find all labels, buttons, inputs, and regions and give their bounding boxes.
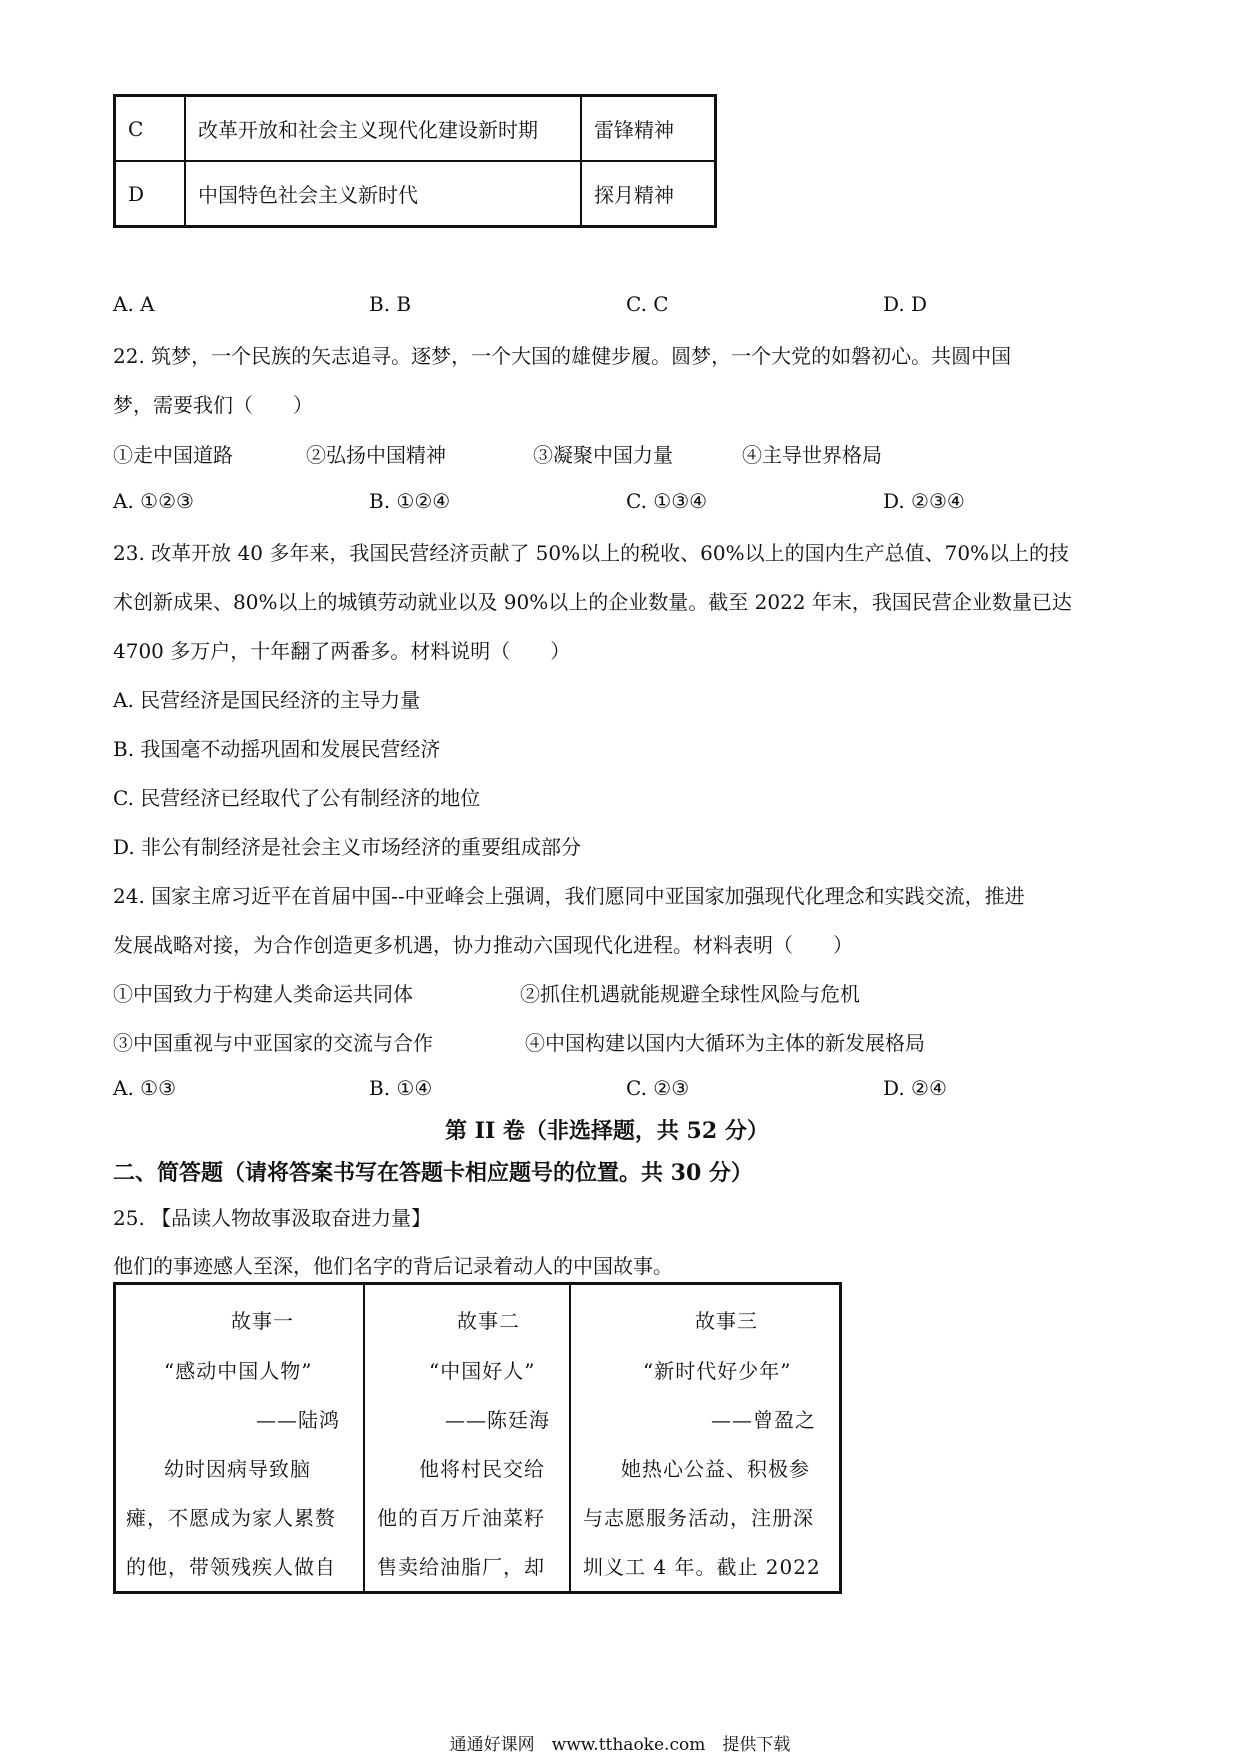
story-line: 他的百万斤油菜籽 bbox=[377, 1506, 545, 1530]
q24-item-4: ④中国构建以国内大循环为主体的新发展格局 bbox=[525, 1031, 925, 1055]
q24-stem-line2: 发展战略对接，为合作创造更多机遇，协力推动六国现代化进程。材料表明（ ） bbox=[113, 933, 853, 957]
q25-title: 25. 【品读人物故事汲取奋进力量】 bbox=[113, 1206, 432, 1230]
q24-options bbox=[113, 1076, 1113, 1106]
option-a: A. ①③ bbox=[113, 1076, 177, 1100]
story-heading: 故事一 bbox=[231, 1309, 294, 1333]
q24-stem-line1: 24. 国家主席习近平在首届中国--中亚峰会上强调，我们愿同中亚国家加强现代化理念和实践交流，推进 bbox=[113, 884, 1025, 908]
story-honor: “感动中国人物” bbox=[164, 1359, 313, 1383]
story-person: ——陈廷海 bbox=[445, 1408, 550, 1432]
story-person: ——陆鸿 bbox=[256, 1408, 340, 1432]
item-1: ①走中国道路 bbox=[113, 443, 233, 467]
option-c: C. C bbox=[626, 292, 669, 316]
q23-option-d: D. 非公有制经济是社会主义市场经济的重要组成部分 bbox=[113, 835, 582, 859]
row-spirit: 雷锋精神 bbox=[581, 96, 716, 162]
q23-option-b: B. 我国毫不动摇巩固和发展民营经济 bbox=[113, 737, 441, 761]
q22-options bbox=[113, 489, 1113, 519]
q23-option-c: C. 民营经济已经取代了公有制经济的地位 bbox=[113, 786, 481, 810]
footer-credit: 通通好课网 www.tthaoke.com 提供下载 bbox=[449, 1735, 791, 1755]
story-line: 售卖给油脂厂，却 bbox=[377, 1555, 545, 1579]
story-line: 她热心公益、积极参 bbox=[621, 1457, 810, 1481]
item-4: ④主导世界格局 bbox=[742, 443, 882, 467]
q23-stem-line3: 4700 多万户，十年翻了两番多。材料说明（ ） bbox=[113, 639, 571, 663]
row-period: 改革开放和社会主义现代化建设新时期 bbox=[185, 96, 581, 162]
story-line: 幼时因病导致脑 bbox=[164, 1457, 311, 1481]
row-spirit: 探月精神 bbox=[581, 161, 716, 227]
period-spirit-table bbox=[113, 94, 717, 228]
story-line: 的他，带领残疾人做自 bbox=[126, 1555, 336, 1579]
q24-item-1: ①中国致力于构建人类命运共同体 bbox=[113, 982, 413, 1006]
story-person: ——曾盈之 bbox=[711, 1408, 816, 1432]
q23-stem-line2: 术创新成果、80%以上的城镇劳动就业以及 90%以上的企业数量。截至 2022 年末，我国民营企业数量已达 bbox=[113, 590, 1072, 614]
stories-table bbox=[113, 1282, 842, 1594]
option-a: A. A bbox=[113, 292, 155, 316]
table-row bbox=[115, 96, 716, 162]
q22-stem-line2: 梦，需要我们（ ） bbox=[113, 393, 313, 417]
option-b: B. ①④ bbox=[369, 1076, 433, 1100]
option-d: D. D bbox=[883, 292, 928, 316]
q22-items bbox=[113, 439, 1113, 469]
story-heading: 故事三 bbox=[695, 1309, 758, 1333]
story-cell-3 bbox=[570, 1284, 841, 1593]
story-heading: 故事二 bbox=[457, 1309, 520, 1333]
q25-intro: 他们的事迹感人至深，他们名字的背后记录着动人的中国故事。 bbox=[113, 1254, 673, 1278]
q23-option-a: A. 民营经济是国民经济的主导力量 bbox=[113, 688, 421, 712]
q21-options bbox=[113, 292, 1113, 322]
q23-stem-line1: 23. 改革开放 40 多年来，我国民营经济贡献了 50%以上的税收、60%以上的国内生产总值、70%以上的技 bbox=[113, 541, 1070, 565]
q24-item-3: ③中国重视与中亚国家的交流与合作 bbox=[113, 1031, 433, 1055]
story-line: 瘫，不愿成为家人累赘 bbox=[126, 1506, 336, 1530]
table-row bbox=[115, 161, 716, 227]
option-a: A. ①②③ bbox=[113, 489, 194, 513]
option-b: B. ①②④ bbox=[369, 489, 451, 513]
option-d: D. ②④ bbox=[883, 1076, 947, 1100]
q24-item-2: ②抓住机遇就能规避全球性风险与危机 bbox=[520, 982, 860, 1006]
story-cell-2 bbox=[364, 1284, 570, 1593]
row-key: C bbox=[115, 96, 186, 162]
section-title: 第 II 卷（非选择题，共 52 分） bbox=[445, 1118, 769, 1144]
option-d: D. ②③④ bbox=[883, 489, 965, 513]
story-cell-1 bbox=[115, 1284, 365, 1593]
q22-stem-line1: 22. 筑梦，一个民族的矢志追寻。逐梦，一个大国的雄健步履。圆梦，一个大党的如磐初心。共圆中国 bbox=[113, 344, 1012, 368]
story-line: 圳义工 4 年。截止 2022 bbox=[583, 1555, 821, 1579]
item-2: ②弘扬中国精神 bbox=[306, 443, 446, 467]
part-heading: 二、简答题（请将答案书写在答题卡相应题号的位置。共 30 分） bbox=[113, 1160, 753, 1186]
option-b: B. B bbox=[369, 292, 412, 316]
row-period: 中国特色社会主义新时代 bbox=[185, 161, 581, 227]
story-line: 他将村民交给 bbox=[419, 1457, 545, 1481]
story-honor: “中国好人” bbox=[429, 1359, 536, 1383]
item-3: ③凝聚中国力量 bbox=[533, 443, 673, 467]
option-c: C. ①③④ bbox=[626, 489, 708, 513]
row-key: D bbox=[115, 161, 186, 227]
story-line: 与志愿服务活动，注册深 bbox=[583, 1506, 814, 1530]
table-row bbox=[115, 1284, 841, 1593]
story-honor: “新时代好少年” bbox=[643, 1359, 792, 1383]
option-c: C. ②③ bbox=[626, 1076, 690, 1100]
